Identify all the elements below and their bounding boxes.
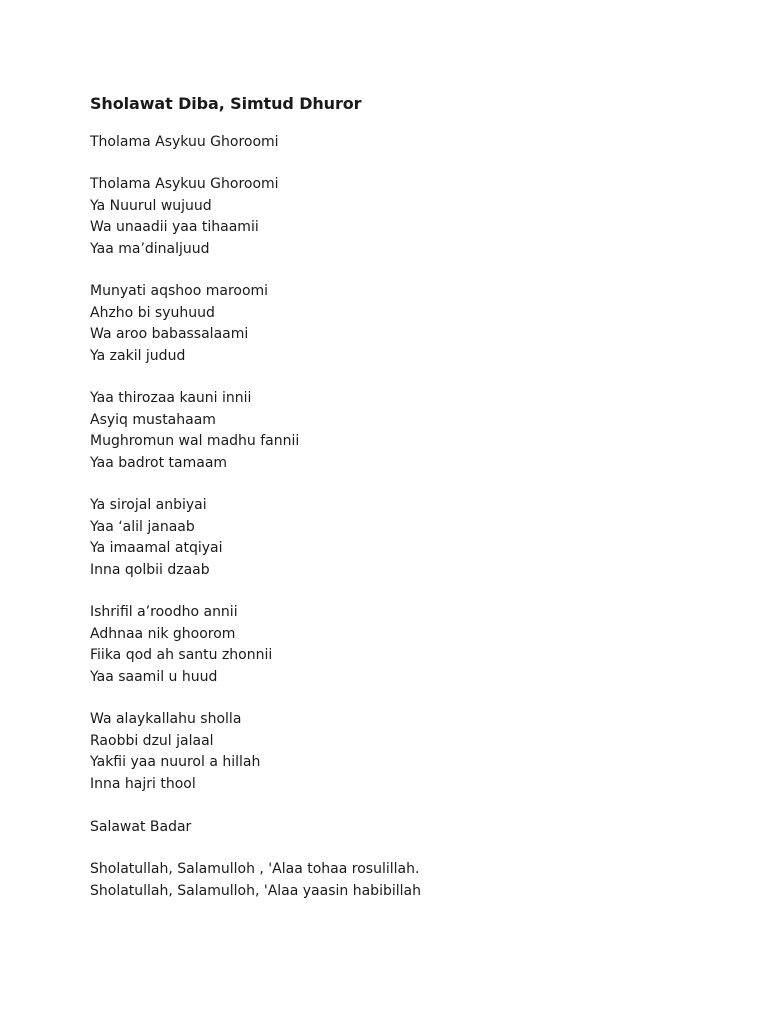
lyric-line: Ya Nuurul wujuud	[90, 197, 212, 214]
lyric-line: Ya zakil judud	[90, 347, 186, 364]
lyric-line: Yaa badrot tamaam	[90, 454, 228, 471]
stanza-4	[90, 495, 728, 581]
lyric-line: Asyiq mustahaam	[90, 411, 216, 428]
lyric-line: Fiika qod ah santu zhonnii	[90, 647, 273, 663]
lyric-line: Adhnaa nik ghoorom	[90, 625, 236, 642]
lyric-line: Raobbi dzul jalaal	[90, 732, 214, 749]
lyric-line: Inna hajri thool	[90, 775, 196, 792]
lyric-line: Yaa thirozaa kauni innii	[90, 390, 252, 406]
lyric-line: Yakfii yaa nuurol a hillah	[90, 754, 261, 770]
song-subtitle: Tholama Asykuu Ghoroomi	[90, 134, 279, 150]
lyric-line: Munyati aqshoo maroomi	[90, 283, 269, 299]
lyric-line: Ya sirojal anbiyai	[90, 497, 207, 513]
lyric-line: Yaa ma’dinaljuud	[90, 240, 210, 257]
lyric-line: Wa aroo babassalaami	[90, 326, 249, 342]
lyric-line: Wa alaykallahu sholla	[90, 711, 242, 727]
lyric-line: Ya imaamal atqiyai	[90, 540, 223, 556]
lyric-line: Yaa saamil u huud	[90, 668, 218, 685]
section2-lines	[90, 859, 728, 902]
lyric-line: Sholatullah, Salamulloh, 'Alaa yaasin habibillah	[90, 882, 421, 899]
lyric-line: Sholatullah, Salamulloh , 'Alaa tohaa rosulillah.	[90, 861, 420, 877]
lyric-line: Ahzho bi syuhuud	[90, 304, 215, 321]
stanza-5	[90, 602, 728, 688]
lyric-line: Ishrifil a’roodho annii	[90, 604, 238, 620]
lyric-line: Inna qolbii dzaab	[90, 561, 210, 578]
stanza-6	[90, 709, 728, 795]
stanza-2	[90, 281, 728, 367]
document-title: Sholawat Diba, Simtud Dhuror	[90, 94, 362, 113]
lyric-line: Wa unaadii yaa tihaamii	[90, 219, 259, 235]
lyric-line: Yaa ‘alil janaab	[90, 518, 195, 535]
stanza-3	[90, 388, 728, 474]
document-page	[90, 93, 728, 923]
stanza-1	[90, 174, 728, 260]
lyric-line: Tholama Asykuu Ghoroomi	[90, 176, 279, 192]
lyric-line: Mughromun wal madhu fannii	[90, 433, 300, 449]
section-heading: Salawat Badar	[90, 819, 192, 835]
